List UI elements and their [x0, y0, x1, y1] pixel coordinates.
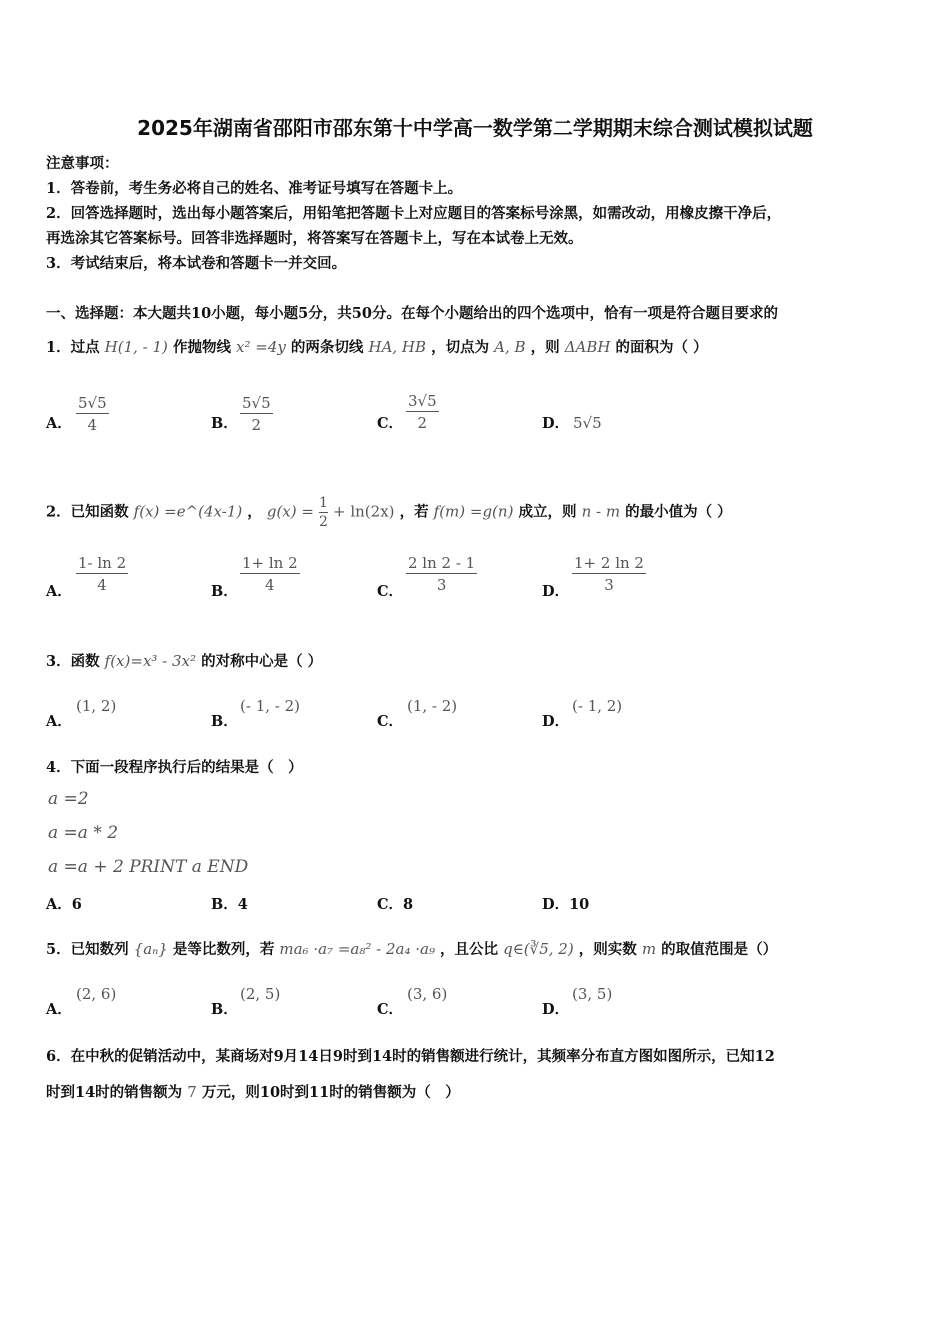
q4-d-label: D． — [542, 896, 570, 913]
question-3 — [46, 650, 322, 671]
q2-option-d-label[interactable]: D． — [542, 583, 570, 600]
q6-text-b: 万元，则10时到11时的销售额为（ ） — [201, 1084, 460, 1101]
q1-a-den: 4 — [87, 416, 98, 434]
q2-comma: ， — [247, 503, 262, 521]
q1-option-b-label[interactable]: B． — [211, 415, 238, 432]
question-4: 4．下面一段程序执行后的结果是（ ） — [46, 759, 303, 776]
q1-option-c-value — [406, 391, 439, 434]
q5-option-b-value: (2, 5) — [240, 985, 281, 1003]
q4-option-b-label[interactable] — [211, 893, 248, 914]
q3-option-c-label[interactable]: C． — [377, 713, 404, 730]
q4-c-label: C． — [377, 896, 404, 913]
q2-option-c-label[interactable]: C． — [377, 583, 404, 600]
q4-program-line-2: a =a * 2 — [48, 823, 119, 843]
q2-option-a-label[interactable]: A． — [46, 583, 72, 600]
q1-c-num: 3√5 — [408, 392, 437, 410]
q2-eq: f(m) =g(n) — [433, 502, 514, 521]
q1-text-f: 的面积为（ ） — [615, 339, 708, 356]
notes-item-2a: 2．回答选择题时，选出每小题答案后，用铅笔把答题卡上对应题目的答案标号涂黑，如需改动，用橡皮擦干净后， — [46, 205, 782, 222]
q1-points: A, B — [494, 338, 526, 356]
q5-option-a-value: (2, 6) — [76, 985, 117, 1003]
q5-text-d: ，则实数 — [578, 941, 637, 958]
q1-option-c-label[interactable]: C． — [377, 415, 404, 432]
q3-option-a-value: (1, 2) — [76, 697, 117, 715]
q5-option-b-label[interactable]: B． — [211, 1001, 238, 1018]
q3-option-b-label[interactable]: B． — [211, 713, 238, 730]
q3-option-a-label[interactable]: A． — [46, 713, 72, 730]
q2-text-b: ，若 — [399, 503, 429, 521]
q1-option-a-label[interactable]: A． — [46, 415, 72, 432]
q4-a-value: 6 — [71, 896, 82, 913]
q2-d-num: 1+ 2 ln 2 — [574, 554, 644, 572]
q4-program-line-3: a =a + 2 PRINT a END — [48, 857, 249, 877]
q5-option-a-label[interactable]: A． — [46, 1001, 72, 1018]
q1-option-b-value — [240, 393, 273, 436]
q2-option-b-value — [240, 553, 300, 596]
q2-g-num: 1 — [319, 495, 328, 511]
q4-a-label: A． — [46, 896, 72, 913]
q1-option-d-value: 5√5 — [573, 414, 602, 432]
q1-option-d-label[interactable]: D． — [542, 415, 570, 432]
q1-triangle: ΔABH — [564, 338, 611, 356]
q5-text-b: 是等比数列，若 — [172, 941, 275, 958]
q2-f: f(x) =e^(4x-1) — [133, 502, 243, 521]
q4-b-value: 4 — [237, 896, 248, 913]
question-6-line-1: 6．在中秋的促销活动中，某商场对9月14日9时到14时的销售额进行统计，其频率分布直方图如图所示，已知12 — [46, 1048, 775, 1065]
q1-b-num: 5√5 — [242, 394, 271, 412]
q1-text-e: ，则 — [530, 339, 560, 356]
q4-program-line-1: a =2 — [48, 789, 89, 809]
q5-option-d-value: (3, 5) — [572, 985, 613, 1003]
q1-a-num: 5√5 — [78, 394, 107, 412]
q5-cond: ma₆ ·a₇ =a₈² - 2a₄ ·a₉ — [279, 940, 435, 958]
q5-option-c-value: (3, 6) — [407, 985, 448, 1003]
q1-c-den: 2 — [417, 414, 428, 432]
q4-d-value: 10 — [569, 896, 590, 913]
q1-text-b: 作抛物线 — [172, 339, 231, 356]
q4-option-c-label[interactable] — [377, 893, 413, 914]
q4-c-value: 8 — [403, 896, 414, 913]
q6-text-a: 时到14时的销售额为 — [46, 1084, 183, 1101]
q2-text-a: 2．已知函数 — [46, 503, 129, 521]
q4-b-label: B． — [211, 896, 238, 913]
q2-b-num: 1+ ln 2 — [242, 554, 298, 572]
q3-option-d-label[interactable]: D． — [542, 713, 570, 730]
notes-item-3: 3．考试结束后，将本试卷和答题卡一并交回。 — [46, 255, 347, 272]
q2-d-den: 3 — [604, 576, 614, 594]
q2-g-left: g(x) = — [266, 502, 314, 521]
q5-option-d-label[interactable]: D． — [542, 1001, 570, 1018]
q1-b-den: 2 — [251, 416, 262, 434]
q5-q: q∈(∛5, 2) — [503, 940, 574, 958]
q1-curve: x² =4y — [236, 338, 286, 356]
notes-item-2b: 再选涂其它答案标号。回答非选择题时，将答案写在答题卡上，写在本试卷上无效。 — [46, 230, 583, 247]
q5-text-a: 5．已知数列 — [46, 941, 129, 958]
q2-g-frac — [319, 494, 328, 531]
q5-text-e: 的取值范围是（） — [661, 941, 778, 958]
q3-option-b-value: (- 1, - 2) — [240, 697, 300, 715]
q5-option-c-label[interactable]: C． — [377, 1001, 404, 1018]
q3-option-c-value: (1, - 2) — [407, 697, 458, 715]
q5-m: m — [641, 940, 657, 958]
q2-text-c: 成立，则 — [518, 503, 577, 521]
question-2 — [46, 494, 732, 531]
q1-text-a: 1．过点 — [46, 339, 100, 356]
q1-lines: HA, HB — [368, 338, 427, 356]
q3-option-d-value: (- 1, 2) — [572, 697, 623, 715]
q2-c-den: 3 — [436, 576, 447, 594]
question-1 — [46, 336, 708, 357]
q3-f: f(x)=x³ - 3x² — [104, 652, 197, 670]
q1-point: H(1, - 1) — [104, 338, 168, 356]
q4-option-d-label[interactable] — [542, 893, 589, 914]
q6-value: 7 — [187, 1083, 197, 1101]
q1-text-d: ，切点为 — [431, 339, 490, 356]
q4-option-a-label[interactable] — [46, 893, 82, 914]
question-5 — [46, 938, 777, 959]
q1-text-c: 的两条切线 — [290, 339, 364, 356]
q3-text-b: 的对称中心是（ ） — [201, 653, 323, 670]
q5-seq: {aₙ} — [133, 940, 168, 958]
page-title: 2025年湖南省邵阳市邵东第十中学高一数学第二学期期末综合测试模拟试题 — [137, 116, 813, 140]
q2-a-den: 4 — [97, 576, 107, 594]
q2-b-den: 4 — [265, 576, 275, 594]
q2-option-d-value — [572, 553, 646, 596]
q1-option-a-value — [76, 393, 109, 436]
q2-option-a-value — [76, 553, 128, 596]
q2-g-den: 2 — [319, 514, 328, 530]
q5-text-c: ，且公比 — [440, 941, 499, 958]
section-heading: 一、选择题：本大题共10小题，每小题5分，共50分。在每个小题给出的四个选项中，恰有一项是符合题目要求的 — [46, 305, 778, 322]
q2-c-num: 2 ln 2 - 1 — [408, 554, 476, 572]
q2-expr: n - m — [581, 502, 621, 521]
notes-item-1: 1．答卷前，考生务必将自己的姓名、准考证号填写在答题卡上。 — [46, 180, 463, 197]
q3-text-a: 3．函数 — [46, 653, 100, 670]
q2-text-d: 的最小值为（ ） — [625, 503, 732, 521]
question-6-line-2 — [46, 1081, 460, 1102]
q2-g-right: + ln(2x) — [333, 502, 395, 521]
q2-option-b-label[interactable]: B． — [211, 583, 238, 600]
notes-heading: 注意事项： — [46, 155, 119, 172]
q2-a-num: 1- ln 2 — [78, 554, 127, 572]
q2-option-c-value — [406, 553, 477, 596]
